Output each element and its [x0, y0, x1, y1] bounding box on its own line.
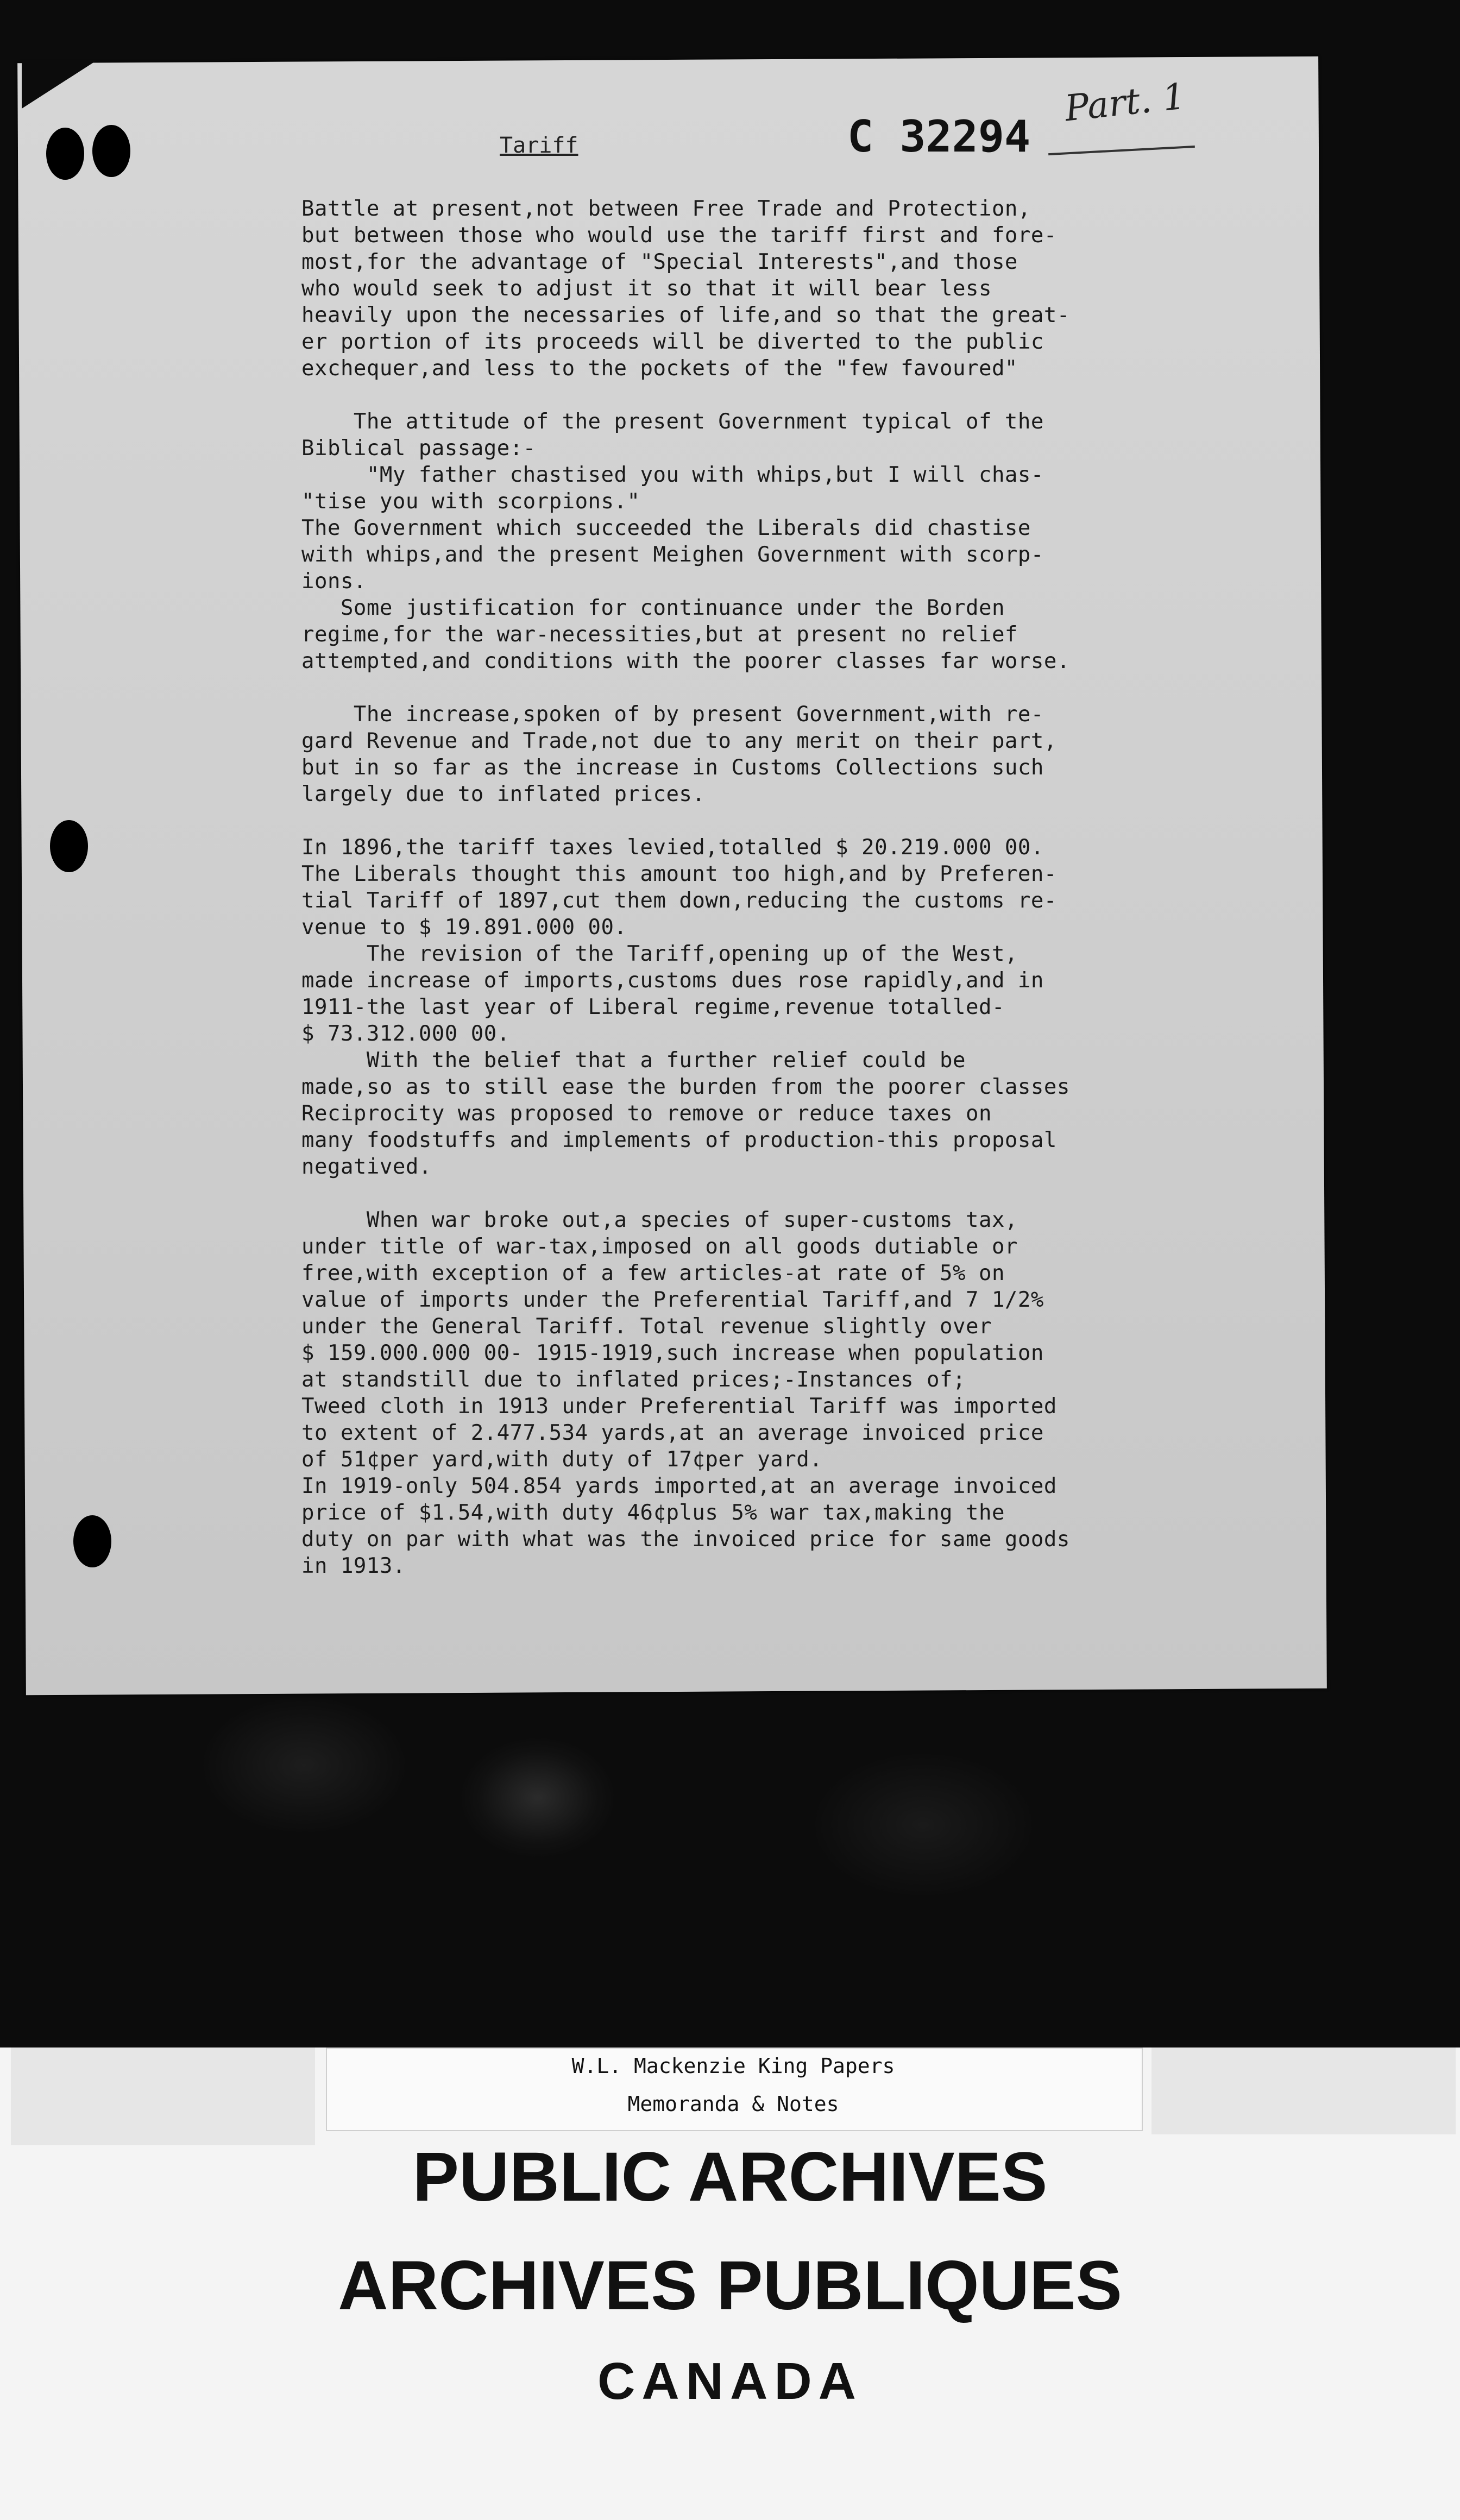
memo-body [301, 196, 1312, 1579]
memo-line: largely due to inflated prices. [301, 782, 706, 807]
punch-hole [46, 128, 84, 180]
memo-line: to extent of 2.477.534 yards,at an average invoiced price [301, 1421, 1044, 1445]
memo-line: under title of war-tax,imposed on all goods dutiable or [301, 1234, 1018, 1259]
punch-hole [92, 125, 130, 177]
memo-line: $ 159.000.000 00- 1915-1919,such increase when population [301, 1341, 1044, 1365]
memo-line: The revision of the Tariff,opening up of the West, [301, 942, 1018, 966]
memo-line: $ 73.312.000 00. [301, 1022, 510, 1046]
memo-line [301, 1180, 1312, 1207]
archive-name-en: PUBLIC ARCHIVES [412, 2138, 1048, 2216]
memo-line: Tweed cloth in 1913 under Preferential Tariff was imported [301, 1394, 1057, 1419]
memo-line: most,for the advantage of "Special Interests",and those [301, 250, 1018, 274]
memo-line: but between those who would use the tariff first and fore- [301, 223, 1057, 248]
memo-line: tial Tariff of 1897,cut them down,reducing the customs re- [301, 889, 1057, 913]
handwritten-note: Part. 1 [1062, 75, 1188, 130]
memo-line: negatived. [301, 1155, 432, 1179]
memo-line: duty on par with what was the invoiced price for same goods [301, 1527, 1070, 1552]
memo-line: venue to $ 19.891.000 00. [301, 915, 627, 940]
memo-line: In 1896,the tariff taxes levied,totalled $ 20.219.000 00. [301, 835, 1044, 860]
memo-line: Biblical passage:- [301, 436, 536, 461]
folded-corner [22, 60, 98, 109]
memo-line: who would seek to adjust it so that it will bear less [301, 276, 992, 301]
tape-piece [11, 2048, 315, 2145]
memo-line: made,so as to still ease the burden from the poorer classes [301, 1075, 1070, 1099]
memo-line: The Government which succeeded the Liberals did chastise [301, 516, 1031, 540]
memo-title: Tariff [500, 133, 578, 158]
archive-name-fr: ARCHIVES PUBLIQUES [338, 2247, 1122, 2324]
memo-line: ions. [301, 569, 367, 594]
memo-line: 1911-the last year of Liberal regime,revenue totalled- [301, 995, 1005, 1019]
memo-line: free,with exception of a few articles-at rate of 5% on [301, 1261, 1005, 1286]
memo-line: In 1919-only 504.854 yards imported,at an average invoiced [301, 1474, 1057, 1498]
memo-line: When war broke out,a species of super-customs tax, [301, 1208, 1018, 1232]
memo-line [301, 382, 1312, 408]
memo-line: The Liberals thought this amount too high,and by Preferen- [301, 862, 1057, 886]
memo-line: The increase,spoken of by present Government,with re- [301, 702, 1044, 727]
memo-line: at standstill due to inflated prices;-Instances of; [301, 1368, 966, 1392]
memo-line: "My father chastised you with whips,but I will chas- [301, 463, 1044, 487]
memo-line [301, 675, 1312, 701]
collection-series: Memoranda & Notes [627, 2092, 839, 2116]
tape-piece [1151, 2048, 1456, 2134]
memo-line: value of imports under the Preferential Tariff,and 7 1/2% [301, 1288, 1044, 1312]
collection-name: W.L. Mackenzie King Papers [571, 2054, 895, 2078]
archive-country: CANADA [597, 2352, 863, 2410]
memo-line: regime,for the war-necessities,but at present no relief [301, 622, 1018, 647]
memo-line: Battle at present,not between Free Trade and Protection, [301, 197, 1031, 221]
memo-line: made increase of imports,customs dues rose rapidly,and in [301, 968, 1044, 993]
punch-hole [50, 820, 88, 872]
memo-line: gard Revenue and Trade,not due to any merit on their part, [301, 729, 1057, 753]
memo-line: of 51¢per yard,with duty of 17¢per yard. [301, 1447, 823, 1472]
memo-line [301, 808, 1312, 834]
memo-line: but in so far as the increase in Customs Collections such [301, 755, 1044, 780]
memo-line: er portion of its proceeds will be diverted to the public [301, 330, 1044, 354]
dark-background [0, 1662, 1460, 2053]
memo-line: price of $1.54,with duty 46¢plus 5% war tax,making the [301, 1501, 1005, 1525]
memo-line: Some justification for continuance under the Borden [301, 596, 1005, 620]
memo-line: under the General Tariff. Total revenue slightly over [301, 1314, 992, 1339]
memo-line: "tise you with scorpions." [301, 489, 640, 514]
memo-line: With the belief that a further relief could be [301, 1048, 966, 1073]
punch-hole [73, 1515, 111, 1567]
memo-line: Reciprocity was proposed to remove or reduce taxes on [301, 1101, 992, 1126]
memo-line: many foodstuffs and implements of production-this proposal [301, 1128, 1057, 1152]
memo-line: exchequer,and less to the pockets of the "few favoured" [301, 356, 1018, 381]
memo-line: heavily upon the necessaries of life,and so that the great- [301, 303, 1070, 327]
memo-line: with whips,and the present Meighen Government with scorp- [301, 543, 1044, 567]
memo-line: in 1913. [301, 1554, 406, 1578]
memo-line: The attitude of the present Government typical of the [301, 410, 1044, 434]
memo-line: attempted,and conditions with the poorer classes far worse. [301, 649, 1070, 673]
file-number: C 32294 [847, 111, 1031, 162]
